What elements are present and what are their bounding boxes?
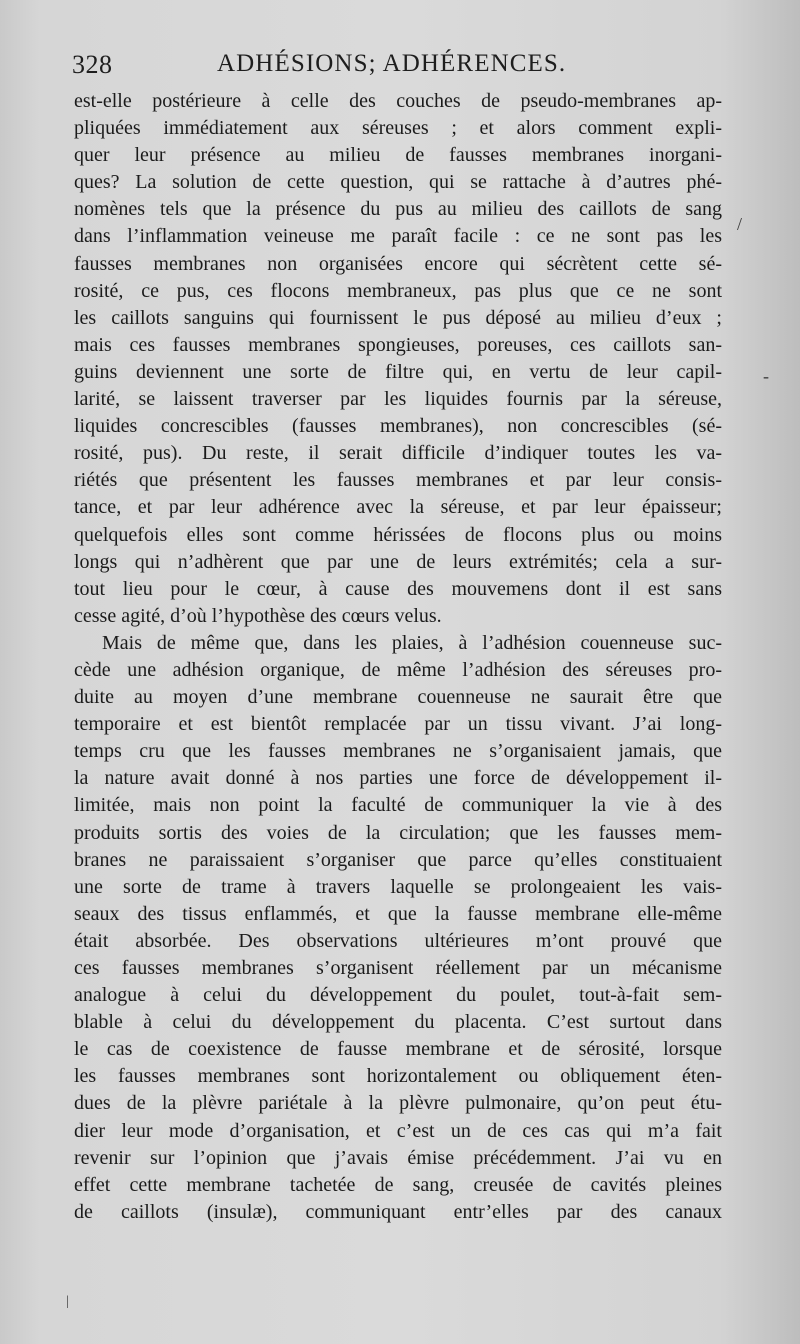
text-line: est-elle postérieure à celle des couches de pseudo-membranes ap- bbox=[74, 90, 722, 112]
text-line: fausses membranes non organisées encore qui sécrètent cette sé- bbox=[74, 252, 722, 275]
text-line: rosité, pus). Du reste, il serait difficile d’indiquer toutes les va- bbox=[74, 442, 722, 465]
text-line: de caillots (insulæ), communiquant entr’elles par des canaux bbox=[74, 1200, 722, 1223]
text-line: branes ne paraissaient s’organiser que parce qu’elles constituaient bbox=[74, 848, 722, 871]
text-line: tout lieu pour le cœur, à cause des mouvemens dont il est sans bbox=[74, 577, 722, 600]
text-line: temps cru que les fausses membranes ne s’organisaient jamais, que bbox=[74, 740, 722, 763]
text-line: mais ces fausses membranes spongieuses, poreuses, ces caillots san- bbox=[74, 333, 722, 356]
text-line: les caillots sanguins qui fournissent le pus déposé au milieu d’eux ; bbox=[74, 306, 722, 329]
running-title: ADHÉSIONS; ADHÉRENCES. bbox=[217, 50, 567, 77]
margin-mark: - bbox=[763, 366, 769, 386]
text-line: quer leur présence au milieu de fausses membranes inorgani- bbox=[74, 144, 722, 167]
text-line: analogue à celui du développement du poulet, tout-à-fait sem- bbox=[74, 984, 722, 1007]
text-line: guins deviennent une sorte de filtre qui, en vertu de leur capil- bbox=[74, 360, 722, 383]
text-line: produits sortis des voies de la circulation; que les fausses mem- bbox=[74, 821, 722, 844]
page-header bbox=[72, 50, 722, 90]
page-number: 328 bbox=[72, 50, 113, 79]
text-line: la nature avait donné à nos parties une force de développement il- bbox=[74, 767, 722, 790]
text-line: ces fausses membranes s’organisent réellement par un mécanisme bbox=[74, 957, 722, 979]
text-line: effet cette membrane tachetée de sang, creusée de cavités pleines bbox=[74, 1173, 722, 1196]
text-line: les fausses membranes sont horizontalement ou obliquement éten- bbox=[74, 1065, 722, 1088]
text-line: ques? La solution de cette question, qui se rattache à d’autres phé- bbox=[74, 171, 722, 194]
text-line: riétés que présentent les fausses membranes et par leur consis- bbox=[74, 469, 722, 492]
paragraph-start-line: Mais de même que, dans les plaies, à l’adhésion couenneuse suc- bbox=[102, 631, 722, 654]
paragraph-end-line: cesse agité, d’où l’hypothèse des cœurs velus. bbox=[74, 604, 442, 627]
text-line: quelquefois elles sont comme hérissées de flocons plus ou moins bbox=[74, 523, 722, 546]
text-line: nomènes tels que la présence du pus au milieu des caillots de sang bbox=[74, 198, 722, 221]
text-line: était absorbée. Des observations ultérieures m’ont prouvé que bbox=[74, 929, 722, 952]
text-line: blable à celui du développement du placenta. C’est surtout dans bbox=[74, 1011, 722, 1034]
text-line: rosité, ce pus, ces flocons membraneux, pas plus que ce ne sont bbox=[74, 279, 722, 302]
margin-mark: | bbox=[66, 1294, 69, 1309]
text-line: liquides concrescibles (fausses membranes), non concrescibles (sé- bbox=[74, 415, 722, 438]
margin-mark: / bbox=[737, 214, 743, 234]
body-text bbox=[74, 88, 722, 1226]
text-line: dier leur mode d’organisation, et c’est un de ces cas qui m’a fait bbox=[74, 1119, 722, 1142]
text-line: le cas de coexistence de fausse membrane et de sérosité, lorsque bbox=[74, 1038, 722, 1061]
text-line: pliquées immédiatement aux séreuses ; et alors comment expli- bbox=[74, 117, 722, 140]
text-line: longs qui n’adhèrent que par une de leurs extrémités; cela a sur- bbox=[74, 550, 722, 573]
text-line: dues de la plèvre pariétale à la plèvre pulmonaire, qu’on peut étu- bbox=[74, 1092, 722, 1115]
text-line: une sorte de trame à travers laquelle se prolongeaient les vais- bbox=[74, 875, 722, 898]
text-line: limitée, mais non point la faculté de communiquer la vie à des bbox=[74, 794, 722, 817]
text-line: larité, se laissent traverser par les liquides fournis par la séreuse, bbox=[74, 388, 722, 411]
text-line: dans l’inflammation veineuse me paraît facile : ce ne sont pas les bbox=[74, 225, 722, 248]
text-line: revenir sur l’opinion que j’avais émise précédemment. J’ai vu en bbox=[74, 1146, 722, 1169]
text-line: tance, et par leur adhérence avec la séreuse, et par leur épaisseur; bbox=[74, 496, 722, 519]
text-line: cède une adhésion organique, de même l’adhésion des séreuses pro- bbox=[74, 658, 722, 681]
text-line: temporaire et est bientôt remplacée par un tissu vivant. J’ai long- bbox=[74, 713, 722, 736]
text-line: duite au moyen d’une membrane couenneuse ne saurait être que bbox=[74, 686, 722, 709]
text-line: seaux des tissus enflammés, et que la fausse membrane elle-même bbox=[74, 902, 722, 925]
